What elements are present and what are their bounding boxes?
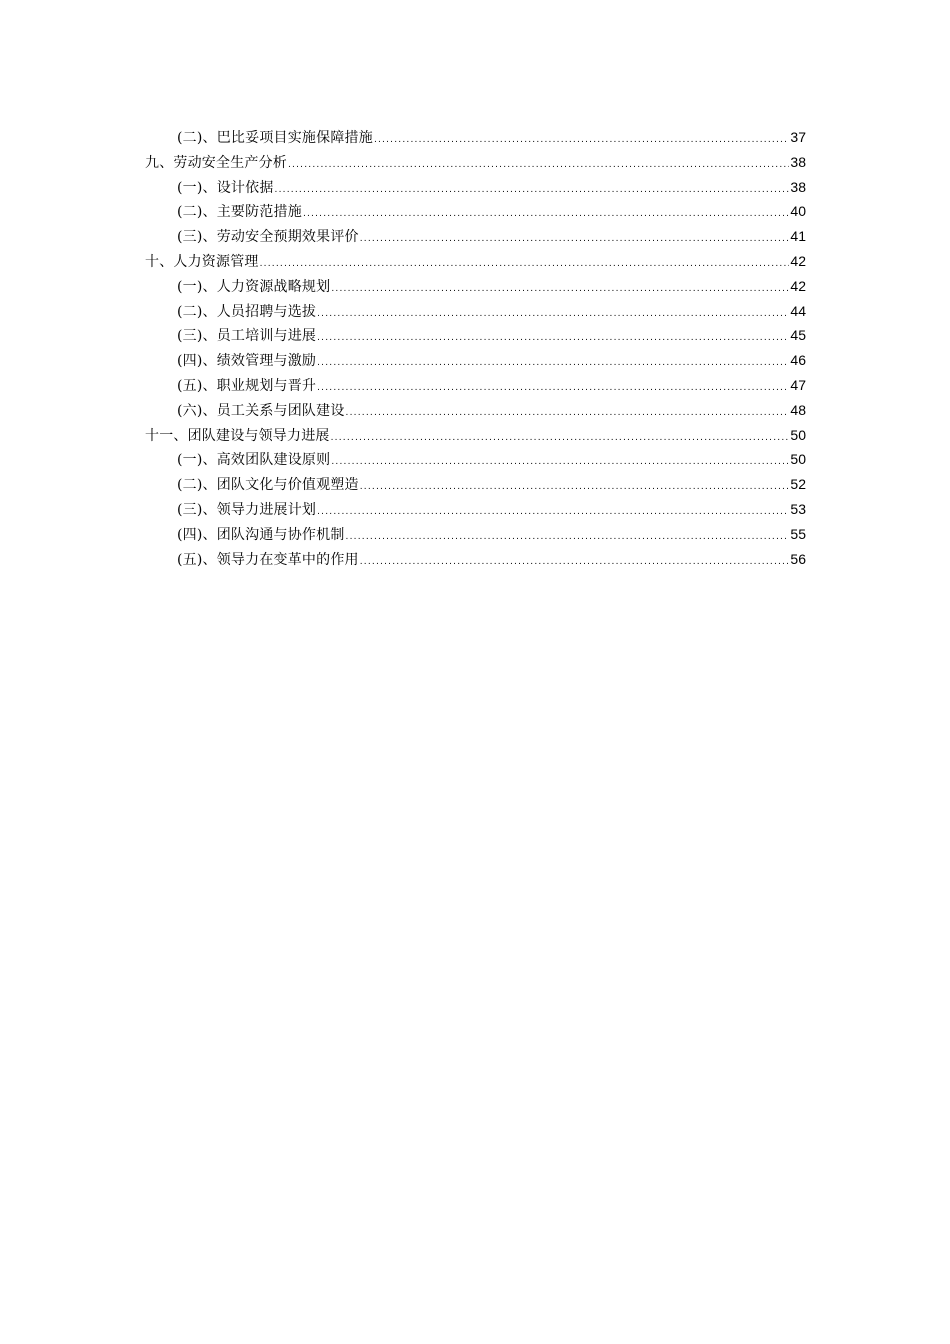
toc-entry-page-number: 56 xyxy=(790,550,806,567)
toc-entry[interactable] xyxy=(145,423,806,448)
toc-dot-leader xyxy=(331,426,790,451)
toc-dot-leader xyxy=(260,252,790,277)
toc-entry-title: 十、人力资源管理 xyxy=(145,253,259,270)
toc-entry[interactable] xyxy=(145,323,806,348)
toc-entry-title: 十一、团队建设与领导力进展 xyxy=(145,427,330,444)
toc-dot-leader xyxy=(275,178,790,203)
toc-entry-title: (二)、团队文化与价值观塑造 xyxy=(177,477,359,494)
toc-entry-title: (一)、设计依据 xyxy=(177,179,274,196)
toc-entry[interactable] xyxy=(145,547,806,572)
toc-entry-title: (一)、人力资源战略规划 xyxy=(177,278,331,295)
toc-entry-page-number: 38 xyxy=(790,178,806,195)
toc-dot-leader xyxy=(346,525,790,550)
toc-entry-title: (一)、高效团队建设原则 xyxy=(177,452,331,469)
toc-entry[interactable] xyxy=(145,274,806,299)
toc-entry-title: (五)、职业规划与晋升 xyxy=(177,377,317,394)
toc-entry[interactable] xyxy=(145,522,806,547)
toc-entry-title: (三)、领导力进展计划 xyxy=(177,501,317,518)
toc-entry[interactable] xyxy=(145,348,806,373)
toc-entry-title: (四)、绩效管理与激励 xyxy=(177,353,317,370)
toc-entry[interactable] xyxy=(145,175,806,200)
toc-entry[interactable] xyxy=(145,125,806,150)
toc-entry-page-number: 46 xyxy=(790,352,806,369)
toc-entry[interactable] xyxy=(145,299,806,324)
toc-entry-title: (三)、劳动安全预期效果评价 xyxy=(177,229,359,246)
toc-entry[interactable] xyxy=(145,224,806,249)
toc-entry-title: (六)、员工关系与团队建设 xyxy=(177,402,345,419)
toc-entry[interactable] xyxy=(145,447,806,472)
toc-entry-page-number: 50 xyxy=(790,426,806,443)
toc-entry-page-number: 42 xyxy=(790,277,806,294)
toc-entry-page-number: 47 xyxy=(790,376,806,393)
toc-entry-title: (三)、员工培训与进展 xyxy=(177,328,317,345)
toc-entry[interactable] xyxy=(145,497,806,522)
toc-dot-leader xyxy=(331,450,789,475)
toc-dot-leader xyxy=(317,302,789,327)
toc-entry-page-number: 42 xyxy=(790,252,806,269)
toc-entry-title: (四)、团队沟通与协作机制 xyxy=(177,526,345,543)
toc-dot-leader xyxy=(317,326,789,351)
toc-entry-page-number: 50 xyxy=(790,451,806,468)
toc-entry-page-number: 38 xyxy=(790,153,806,170)
toc-dot-leader xyxy=(331,277,789,302)
toc-entry[interactable] xyxy=(145,249,806,274)
toc-dot-leader xyxy=(303,202,789,227)
toc-entry-title: (二)、巴比妥项目实施保障措施 xyxy=(177,130,373,146)
toc-dot-leader xyxy=(346,401,790,426)
toc-entry[interactable] xyxy=(145,150,806,175)
table-of-contents xyxy=(145,125,806,571)
toc-entry-page-number: 44 xyxy=(790,302,806,319)
toc-dot-leader xyxy=(317,351,789,376)
toc-entry[interactable] xyxy=(145,398,806,423)
toc-dot-leader xyxy=(374,128,789,153)
toc-entry[interactable] xyxy=(145,373,806,398)
toc-dot-leader xyxy=(360,550,790,575)
toc-entry-page-number: 53 xyxy=(790,500,806,517)
toc-dot-leader xyxy=(317,500,789,525)
toc-entry-title: (二)、主要防范措施 xyxy=(177,204,302,221)
toc-entry-page-number: 37 xyxy=(790,129,806,145)
toc-entry-title: 九、劳动安全生产分析 xyxy=(145,154,287,171)
toc-dot-leader xyxy=(360,227,790,252)
toc-dot-leader xyxy=(288,153,789,178)
toc-entry-page-number: 41 xyxy=(790,228,806,245)
toc-entry-page-number: 40 xyxy=(790,203,806,220)
toc-entry-title: (五)、领导力在变革中的作用 xyxy=(177,551,359,568)
toc-entry-page-number: 55 xyxy=(790,525,806,542)
toc-entry-page-number: 48 xyxy=(790,401,806,418)
toc-entry-title: (二)、人员招聘与选拔 xyxy=(177,303,317,320)
toc-entry-page-number: 45 xyxy=(790,327,806,344)
toc-dot-leader xyxy=(360,475,790,500)
toc-entry[interactable] xyxy=(145,472,806,497)
toc-entry-page-number: 52 xyxy=(790,476,806,493)
toc-dot-leader xyxy=(317,376,789,401)
toc-entry[interactable] xyxy=(145,199,806,224)
